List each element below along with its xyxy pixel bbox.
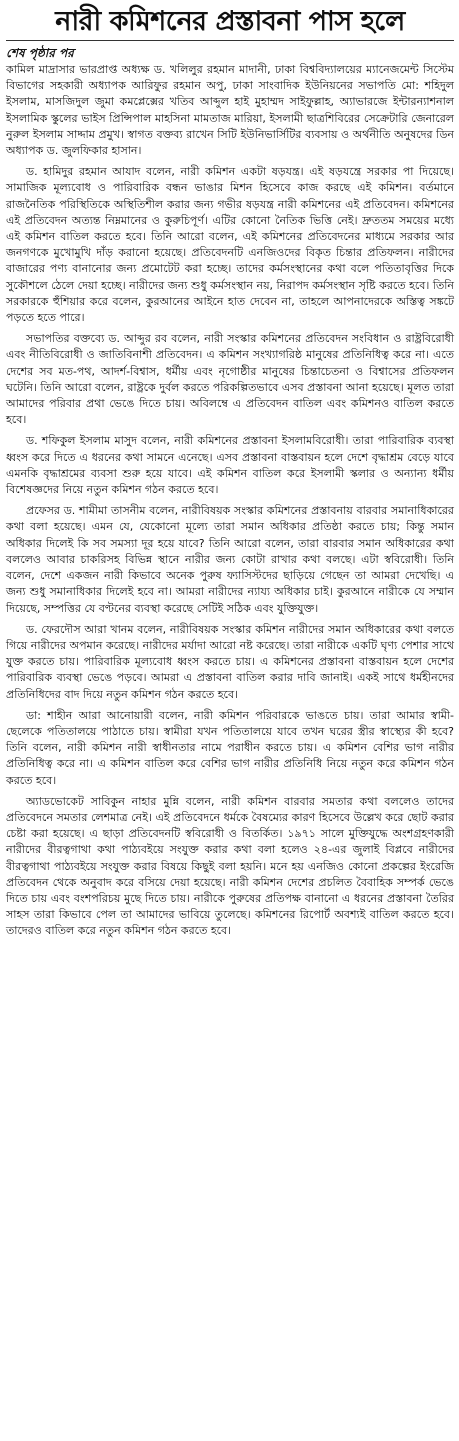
paragraph: ডা: শাহীন আরা আনোয়ারী বলেন, নারী কমিশন পরিবারকে ভাঙতে চায়। তারা আমার স্বামী-ছেলেকে পতিতালয়ে পাঠাতে চায়। স্বামীরা যখন পতিতালয়ে যাবে তখন ঘরের স্ত্রীর স্বাস্থ্যের কী হবে? তিনি বলেন, নারী কমিশন নারী স্বাধীনতার নামে পরাধীন করতে চায়। এ কমিশন বেশির ভাগ নারীর প্রতিনিধিত্ব করে না। এ কমিশন বাতিল করে বেশির ভাগ নারীর প্রতিনিধি নিয়ে নতুন করে কমিশন গঠন করতে হবে। [6,708,454,787]
paragraph: অ্যাডভোকেট সাবিকুন নাহার মুন্নি বলেন, নারী কমিশন বারবার সমতার কথা বললেও তাদের প্রতিবেদনে সমতার লেশমাত্র নেই। এই প্রতিবেদনে ধর্মকে বৈষম্যের কারণ হিসেবে উল্লেখ করে ছোট করার চেষ্টা করা হয়েছে। এ ছাড়া প্রতিবেদনটি স্ববিরোধী ও বিতর্কিত। ১৯৭১ সালে মুক্তিযুদ্ধে অংশগ্রহণকারী নারীদের বীরত্বগাথা কথা পাঠ্যবইয়ে সংযুক্ত করার কথা বলা হলেও ২৪-এর জুলাই বিপ্লবে নারীদের বীরত্বগাথা পাঠ্যবইয়ে সংযুক্ত করার বিষয়ে কিছুই বলা হয়নি। মনে হয় এনজিও কোনো প্রকল্পের ইংরেজি প্রতিবেদন থেকে অনুবাদ করে বসিয়ে দেয়া হয়েছে। নারী কমিশন দেশের প্রচলিত বৈবাহিক সম্পর্ক ভেঙে দিতে চায় এবং বংশপরিচয় মুছে দিতে চায়। নারীকে পুরুষের প্রতিপক্ষ বানানো এ ধরনের প্রস্তাবনা তৈরির সাহস তারা কিভাবে পেল তা আমাদের ভাবিয়ে তুলেছে। কমিশনের রিপোর্ট অবশ্যই বাতিল করতে হবে। তাদেরও বাতিল করে নতুন কমিশন গঠন করতে হবে। [6,794,454,938]
paragraph: ড. শফিকুল ইসলাম মাসুদ বলেন, নারী কমিশনের প্রস্তাবনা ইসলামবিরোধী। তারা পারিবারিক ব্যবস্থা ধ্বংস করে দিতে এ ধরনের কথা সামনে এনেছে। এসব প্রস্তাবনা বাস্তবায়ন হলে দেশে বৃদ্ধাশ্রম বেড়ে যাবে এমনকি বৃদ্ধাশ্রমের ব্যবসা শুরু হয়ে যাবে। এই কমিশন বাতিল করে ইসলামী স্কলার ও অন্যান্য ধর্মীয় বিশেষজ্ঞদের নিয়ে নতুন কমিশন গঠন করতে হবে। [6,434,454,497]
headline: নারী কমিশনের প্রস্তাবনা পাস হলে [6,6,454,41]
paragraph: ড. হামিদুর রহমান আযাদ বলেন, নারী কমিশন একটা ষড়যন্ত্র। এই ষড়যন্ত্রে সরকার পা দিয়েছে। সামাজিক মূল্যবোধ ও পারিবারিক বন্ধন ভাঙার মিশন হিসেবে কাজ করছে এই কমিশন। বর্তমানে রাজনৈতিক পরিস্থিতিকে অস্থিতিশীল করার জন্য গভীর ষড়যন্ত্র নারী কমিশনের এই প্রতিবেদন। কমিশনের এই প্রতিবেদন অত্যন্ত নিম্নমানের ও কুরুচিপূর্ণ। এটির কোনো নৈতিক ভিত্তি নেই। দ্রুততম সময়ের মধ্যে এই কমিশন বাতিল করতে হবে। তিনি আরো বলেন, এই কমিশনের প্রতিবেদনের মাধ্যমে সরকার আর জনগণকে মুখোমুখি দাঁড় করানো হয়েছে। প্রতিবেদনটি এনজিওদের বিকৃত চিন্তার প্রতিফলন। নারীদের বাজারের পণ্য বানানোর জন্য প্রমোটেট করা হচ্ছে। তাদের কর্মসংস্থানের কথা বলে পতিতাবৃত্তির দিকে সুকৌশলে ঠেলে দেয়া হচ্ছে। নারীদের জন্য শুধু কর্মসংস্থান নয়, নিরাপদ কর্মসংস্থান সৃষ্টি করতে হবে। তিনি সরকারকে হুঁশিয়ার করে বলেন, কুরআনের আইনে হাত দেবেন না, তাহলে আপনাদেরকে অস্তিত্ব সঙ্কটে পড়তে হতে পারে। [6,165,454,325]
paragraph-intro: কামিল মাদ্রাসার ভারপ্রাপ্ত অধ্যক্ষ ড. খলিলুর রহমান মাদানী, ঢাকা বিশ্ববিদ্যালয়ের ম্যানেজমেন্ট সিস্টেম বিভাগের সহকারী অধ্যাপক আরিফুর রহমান অপু, ঢাকা সাংবাদিক ইউনিয়নের সভাপতি মো: শহিদুল ইসলাম, মাসজিদুল জুমা কমপ্লেক্সের খতিব আব্দুল হাই মুহাম্মদ সাইফুল্লাহ, অ্যাভারজে ইন্টারন্যাশনাল ইসলামিক স্কুলের ভাইস প্রিন্সিপাল মাহসিনা মামতাজ মারিয়া, ইসলামী ছাত্রশিবিরের সেক্রেটারি জেনারেল নুরুল ইসলাম সাদ্দাম প্রমুখ। স্বাগত বক্তব্য রাখেন সিটি ইউনিভার্সিটির ব্যবসায় ও অর্থনীতি অনুষদের ডিন অধ্যাপক ড. জুলফিকার হাসান। [6,63,454,158]
article-body [6,62,454,940]
paragraph: সভাপতির বক্তব্যে ড. আব্দুর রব বলেন, নারী সংস্কার কমিশনের প্রতিবেদন সংবিধান ও রাষ্ট্রবিরোধী এবং নীতিবিরোধী ও জাতিবিনাশী প্রতিবেদন। এ কমিশন সংখ্যাগরিষ্ঠ মানুষের প্রতিনিধিত্ব করে না। এতে দেশের সব মত-পথ, আদর্শ-বিশ্বাস, ধর্মীয় এবং নৃগোষ্ঠীর মানুষের চিন্তাচেতনা ও বিশ্বাসের প্রতিফলন ঘটেনি। তিনি আরো বলেন, রাষ্ট্রকে দুর্বল করতে পরিকল্পিতভাবে এসব প্রস্তাবনা আনা হয়েছে। মূলত তারা আমাদের পরিবার প্রথা ভেঙে দিতে চায়। অবিলম্বে এ প্রতিবেদন বাতিল এবং কমিশনও বাতিল করতে হবে। [6,332,454,427]
paragraph: ড. ফেরদৌস আরা খানম বলেন, নারীবিষয়ক সংস্কার কমিশন নারীদের সমান অধিকারের কথা বলতে গিয়ে নারীদের অপমান করেছে। নারীদের মর্যাদা আরো নষ্ট করেছে। তারা নারীকে একটি ঘৃণ্য পেশার সাথে যুক্ত করতে চায়। পারিবারিক মূল্যবোধ ধ্বংস করতে চায়। এ কমিশনের প্রস্তাবনা বাস্তবায়ন হলে দেশের পারিবারিক ব্যবস্থা ভেঙে পড়বে। আমরা এ প্রস্তাবনা বাতিল করার দাবি জানাই। একই সাথে ধর্মহীনদের প্রতিনিধিদের বাদ দিয়ে নতুন কমিশন গঠন করতে হবে। [6,622,454,701]
paragraph: প্রফেসর ড. শামীমা তাসনীম বলেন, নারীবিষয়ক সংস্কার কমিশনের প্রস্তাবনায় বারবার সমানাধিকারের কথা বলা হয়েছে। এমন যে, যেকোনো মূল্যে তারা সমান অধিকার প্রতিষ্ঠা করতে চায়; কিন্তু সমান অধিকার দিলেই কি সব সমস্যা দূর হয়ে যাবে? তিনি আরো বলেন, তারা বারবার সমান অধিকারের কথা বললেও আবার চাকরিসহ বিভিন্ন স্থানে নারীর জন্য কোটা রাখার কথা বলছে। এটা স্ববিরোধী। তিনি বলেন, দেশে একজন নারী কিভাবে অনেক পুরুষ ফ্যাসিস্টদের ছাড়িয়ে গেছেন তা আমরা দেখেছি। এ জন্য শুধু সমানাধিকার দিলেই হবে না। আমরা নারীদের ন্যায্য অধিকার চাই। কুরআনে নারীকে যে সম্মান দিয়েছে, সম্পত্তির যে বণ্টনের ব্যবস্থা করেছে সেটিই সঠিক এবং যুক্তিযুক্ত। [6,504,454,615]
continued-from-label: শেষ পৃষ্ঠার পর [6,46,74,60]
